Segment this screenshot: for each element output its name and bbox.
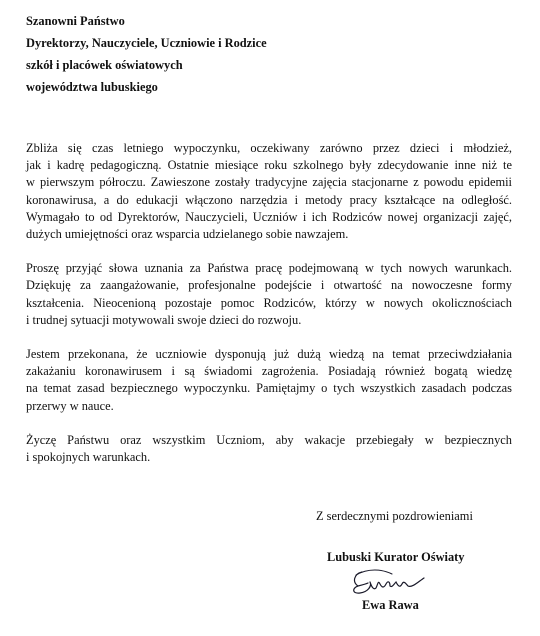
text-line: i trudnej sytuacji motywowali swoje dzieci do rozwoju. (26, 312, 302, 327)
text-line: Dziękuję za zaangażowanie, profesjonalne podejście i otwartość na nowoczesne formy (26, 278, 512, 293)
salutation-line: Szanowni Państwo (26, 14, 125, 28)
text-line: jak i kadrę pedagogiczną. Ostatnie miesiące roku szkolnego były zdecydowanie inne niż te (26, 158, 512, 173)
text-line: Jestem przekonana, że uczniowie dysponują już dużą wiedzą na temat przeciwdziałania (26, 347, 512, 362)
text-line: koronawirusa, a do edukacji włączono narzędzia i metody pracy kształcące na odległość. (26, 192, 512, 207)
paragraph (26, 260, 512, 329)
text-line: w pierwszym półroczu. Zawieszone zostały tradycyjne zajęcia stacjonarne z powodu epidemii (26, 175, 512, 190)
text-line: i spokojnych warunkach. (26, 450, 151, 465)
text-line: kształcenia. Nieocenioną pozostaje pomoc Rodziców, którzy w nowych okolicznościach (26, 295, 512, 310)
closing-phrase: Z serdecznymi pozdrowieniami (316, 509, 473, 523)
handwritten-signature (348, 566, 426, 596)
text-line: dużych umiejętności oraz wsparcia udzielanego sobie nawzajem. (26, 227, 349, 242)
signer-name: Ewa Rawa (362, 598, 419, 612)
text-line: Wymagało to od Dyrektorów, Nauczycieli, Uczniów i ich Rodziców nowej organizacji zajęć, (26, 209, 512, 224)
curator-title: Lubuski Kurator Oświaty (327, 550, 465, 564)
text-line: zakażaniu koronawirusem i są świadomi zagrożenia. Posiadają również bogatą wiedzę (26, 364, 512, 379)
salutation-line: województwa lubuskiego (26, 80, 158, 94)
text-line: przerwy w nauce. (26, 398, 114, 413)
salutation-line: Dyrektorzy, Nauczyciele, Uczniowie i Rodzice (26, 36, 267, 50)
paragraph (26, 346, 512, 415)
text-line: Życzę Państwu oraz wszystkim Uczniom, aby wakacje przebiegały w bezpiecznych (26, 432, 512, 447)
letter-body (26, 140, 512, 483)
salutation-line: szkół i placówek oświatowych (26, 58, 183, 72)
paragraph (26, 140, 512, 243)
text-line: Zbliża się czas letniego wypoczynku, oczekiwany zarówno przez dzieci i młodzież, (26, 141, 512, 155)
paragraph (26, 432, 512, 466)
text-line: na temat zasad bezpiecznego wypoczynku. Pamiętajmy o tych wszystkich zasadach podczas (26, 381, 512, 396)
text-line: Proszę przyjąć słowa uznania za Państwa pracę podejmowaną w tych nowych warunkach. (26, 261, 512, 276)
letter-salutation (26, 10, 516, 98)
